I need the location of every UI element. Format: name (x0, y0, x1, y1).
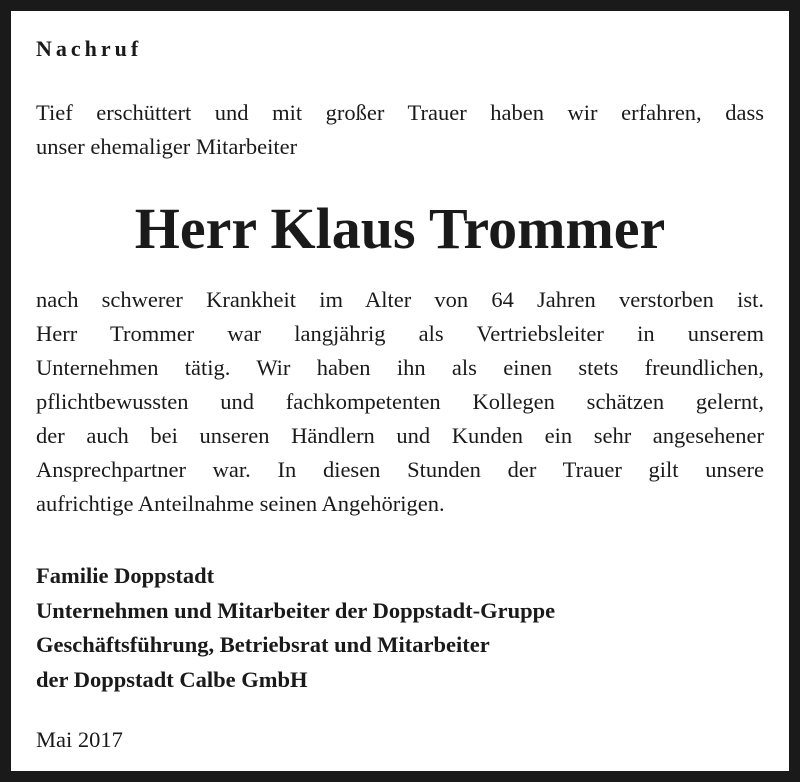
signatories-block (36, 559, 764, 697)
signatory-line: Familie Doppstadt (36, 563, 215, 588)
body-line: Herr Trommer war langjährig als Vertriebsleiter in unserem (36, 321, 764, 346)
intro-paragraph (36, 96, 764, 164)
signatory-line: Geschäftsführung, Betriebsrat und Mitarbeiter (36, 632, 490, 657)
notice-heading: Nachruf (36, 36, 143, 61)
deceased-name: Herr Klaus Trommer (134, 196, 666, 261)
body-line: pflichtbewussten und fachkompetenten Kollegen schätzen gelernt, (36, 389, 764, 414)
body-line: der auch bei unseren Händlern und Kunden ein sehr angesehener (36, 423, 764, 448)
body-line: Ansprechpartner war. In diesen Stunden der Trauer gilt unsere (36, 457, 764, 482)
signatory-line: Unternehmen und Mitarbeiter der Doppstadt-Gruppe (36, 597, 556, 623)
notice-date: Mai 2017 (36, 727, 123, 752)
body-line: nach schwerer Krankheit im Alter von 64 Jahren verstorben ist. (36, 287, 764, 312)
notice-content (36, 11, 764, 771)
body-line: Unternehmen tätig. Wir haben ihn als einen stets freundlichen, (36, 355, 764, 380)
signatory-line: der Doppstadt Calbe GmbH (36, 666, 308, 692)
body-paragraph (36, 283, 764, 521)
body-line: aufrichtige Anteilnahme seinen Angehörigen. (36, 491, 445, 516)
intro-line: Tief erschüttert und mit großer Trauer haben wir erfahren, dass (36, 100, 764, 125)
intro-line: unser ehemaliger Mitarbeiter (36, 134, 298, 159)
